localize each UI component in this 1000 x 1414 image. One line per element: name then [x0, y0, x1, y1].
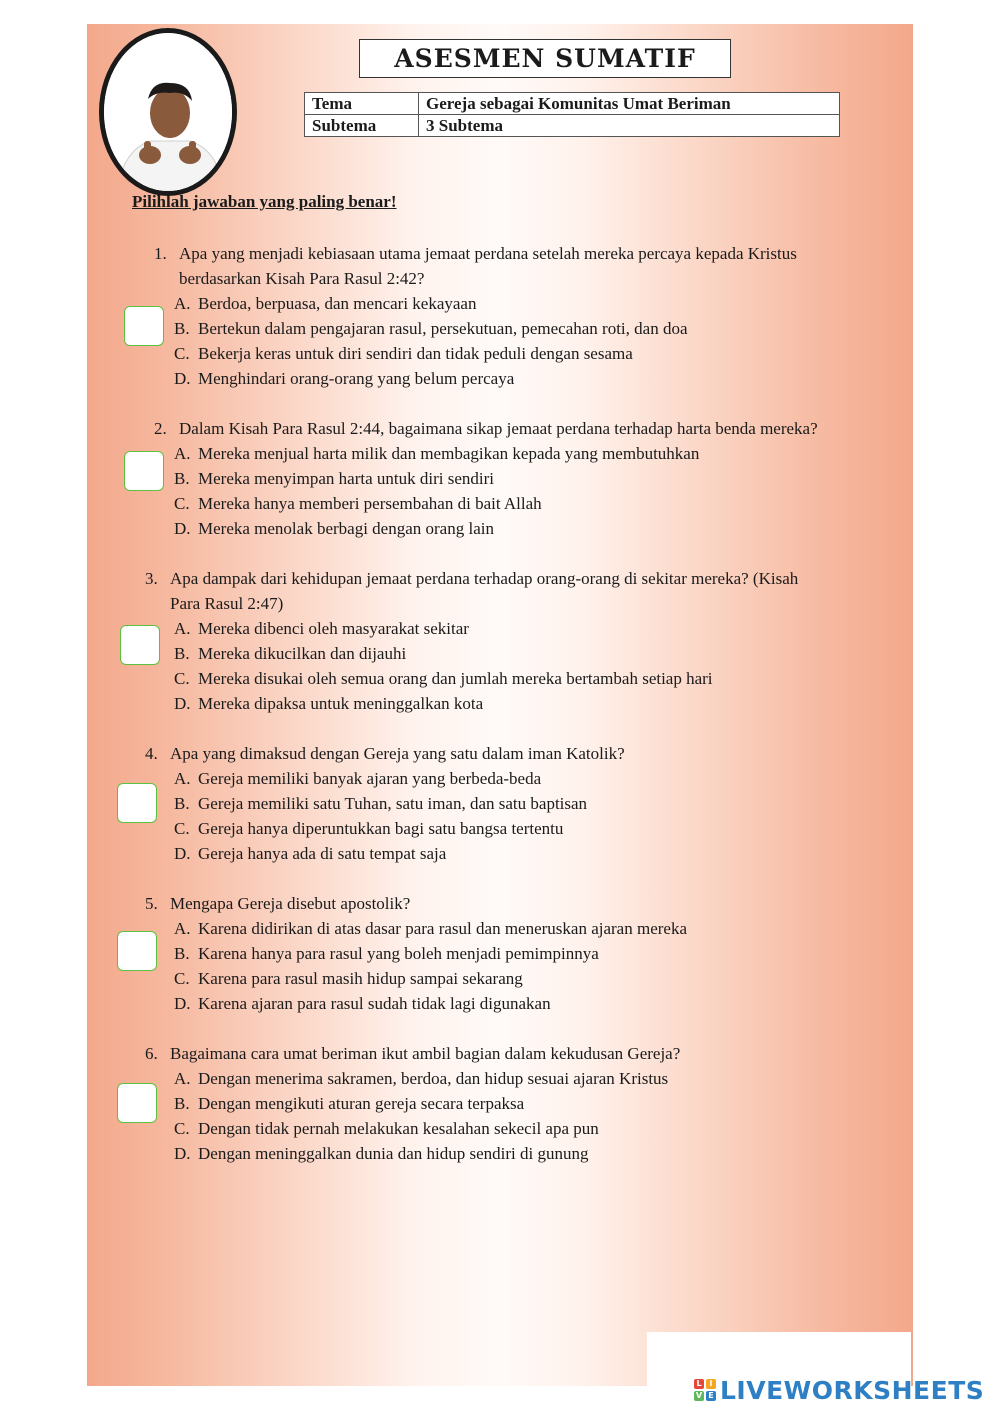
logo-letter: V: [695, 1391, 703, 1400]
option-letter: A.: [174, 619, 191, 638]
person-illustration: [104, 33, 232, 191]
question-stem: [145, 566, 798, 616]
option-b: [174, 791, 587, 816]
question-text-line: Dalam Kisah Para Rasul 2:44, bagaimana sikap jemaat perdana terhadap harta benda mereka?: [179, 419, 818, 438]
option-letter: D.: [174, 844, 191, 863]
question-text-line: Apa dampak dari kehidupan jemaat perdana terhadap orang-orang di sekitar mereka? (Kisah: [170, 569, 799, 588]
option-b: [174, 466, 494, 491]
option-text: Bekerja keras untuk diri sendiri dan tidak peduli dengan sesama: [198, 344, 633, 363]
option-text: Gereja hanya diperuntukkan bagi satu bangsa tertentu: [198, 819, 564, 838]
question-number: 1.: [154, 244, 167, 263]
option-c: [174, 341, 633, 366]
question-number: 4.: [145, 744, 158, 763]
option-a: [174, 441, 699, 466]
question-text-line: Mengapa Gereja disebut apostolik?: [170, 894, 411, 913]
option-a: [174, 1066, 668, 1091]
option-letter: C.: [174, 494, 190, 513]
option-a: [174, 616, 469, 641]
option-letter: B.: [174, 944, 190, 963]
question-number: 6.: [145, 1044, 158, 1063]
option-text: Dengan meninggalkan dunia dan hidup sendiri di gunung: [198, 1144, 589, 1163]
theme-label: Tema: [305, 93, 419, 115]
option-d: [174, 841, 446, 866]
question-stem: [154, 241, 797, 291]
option-text: Gereja memiliki satu Tuhan, satu iman, dan satu baptisan: [198, 794, 588, 813]
question-stem: [145, 891, 410, 916]
option-text: Mereka dikucilkan dan dijauhi: [198, 644, 407, 663]
option-c: [174, 491, 542, 516]
question-number: 5.: [145, 894, 158, 913]
option-c: [174, 666, 713, 691]
option-c: [174, 966, 523, 991]
subtheme-value: 3 Subtema: [419, 115, 840, 137]
option-letter: C.: [174, 819, 190, 838]
option-text: Mereka disukai oleh semua orang dan jumlah mereka bertambah setiap hari: [198, 669, 713, 688]
question-stem: [145, 1041, 680, 1066]
option-text: Bertekun dalam pengajaran rasul, persekutuan, pemecahan roti, dan doa: [198, 319, 688, 338]
option-text: Mereka dibenci oleh masyarakat sekitar: [198, 619, 469, 638]
option-letter: C.: [174, 1119, 190, 1138]
option-d: [174, 516, 494, 541]
logo-letter: L: [694, 1379, 704, 1389]
option-letter: D.: [174, 994, 191, 1013]
question-stem: [154, 416, 818, 441]
option-text: Dengan mengikuti aturan gereja secara terpaksa: [198, 1094, 525, 1113]
answer-input-6[interactable]: [117, 1083, 157, 1123]
option-text: Karena para rasul masih hidup sampai sekarang: [198, 969, 523, 988]
option-letter: A.: [174, 294, 191, 313]
option-letter: A.: [174, 444, 191, 463]
option-text: Karena ajaran para rasul sudah tidak lagi digunakan: [198, 994, 551, 1013]
option-letter: B.: [174, 1094, 190, 1113]
option-letter: D.: [174, 1144, 191, 1163]
question-text-line: Apa yang menjadi kebiasaan utama jemaat perdana setelah mereka percaya kepada Kristus: [179, 244, 797, 263]
answer-input-4[interactable]: [117, 783, 157, 823]
option-b: [174, 1091, 524, 1116]
option-letter: C.: [174, 669, 190, 688]
teacher-photo: [99, 28, 237, 196]
answer-input-1[interactable]: [124, 306, 164, 346]
question-number: 3.: [145, 569, 158, 588]
option-text: Mereka menyimpan harta untuk diri sendiri: [198, 469, 494, 488]
subtheme-row: [305, 115, 840, 137]
logo-grid-icon: [694, 1379, 716, 1401]
answer-input-3[interactable]: [120, 625, 160, 665]
option-text: Karena hanya para rasul yang boleh menjadi pemimpinnya: [198, 944, 599, 963]
option-text: Dengan tidak pernah melakukan kesalahan sekecil apa pun: [198, 1119, 599, 1138]
option-text: Menghindari orang-orang yang belum percaya: [198, 369, 515, 388]
logo-text: LIVEWORKSHEETS: [720, 1375, 985, 1405]
logo-letter: I: [706, 1379, 716, 1389]
option-b: [174, 941, 599, 966]
option-letter: B.: [174, 319, 190, 338]
option-letter: D.: [174, 519, 191, 538]
question-text-line: Apa yang dimaksud dengan Gereja yang satu dalam iman Katolik?: [170, 744, 625, 763]
option-text: Mereka dipaksa untuk meninggalkan kota: [198, 694, 484, 713]
option-a: [174, 916, 687, 941]
option-a: [174, 291, 476, 316]
option-text: Gereja memiliki banyak ajaran yang berbeda-beda: [198, 769, 542, 788]
question-stem: [145, 741, 625, 766]
answer-input-5[interactable]: [117, 931, 157, 971]
question-text-line: Para Rasul 2:47): [170, 594, 284, 613]
option-letter: A.: [174, 919, 191, 938]
option-d: [174, 366, 514, 391]
option-c: [174, 1116, 599, 1141]
option-letter: B.: [174, 469, 190, 488]
option-letter: A.: [174, 769, 191, 788]
option-b: [174, 641, 406, 666]
option-letter: D.: [174, 694, 191, 713]
option-b: [174, 316, 688, 341]
instruction: [132, 192, 397, 212]
instruction-exclamation: !: [390, 192, 397, 211]
question-text-line: Bagaimana cara umat beriman ikut ambil bagian dalam kekudusan Gereja?: [170, 1044, 681, 1063]
option-d: [174, 1141, 588, 1166]
theme-row: [305, 93, 840, 115]
option-d: [174, 691, 483, 716]
question-text-line: berdasarkan Kisah Para Rasul 2:42?: [179, 269, 425, 288]
option-text: Karena didirikan di atas dasar para rasul dan meneruskan ajaran mereka: [198, 919, 687, 938]
subtheme-label: Subtema: [305, 115, 419, 137]
option-letter: B.: [174, 794, 190, 813]
option-letter: C.: [174, 344, 190, 363]
answer-input-2[interactable]: [124, 451, 164, 491]
option-letter: C.: [174, 969, 190, 988]
theme-value: Gereja sebagai Komunitas Umat Beriman: [419, 93, 840, 115]
logo-letter: E: [706, 1391, 716, 1401]
option-letter: A.: [174, 1069, 191, 1088]
assessment-title: ASESMEN SUMATIF: [359, 39, 731, 78]
option-text: Dengan menerima sakramen, berdoa, dan hidup sesuai ajaran Kristus: [198, 1069, 669, 1088]
option-c: [174, 816, 563, 841]
option-text: Mereka hanya memberi persembahan di bait Allah: [198, 494, 542, 513]
option-text: Mereka menjual harta milik dan membagikan kepada yang membutuhkan: [198, 444, 700, 463]
option-a: [174, 766, 541, 791]
option-d: [174, 991, 551, 1016]
question-number: 2.: [154, 419, 167, 438]
option-letter: D.: [174, 369, 191, 388]
option-text: Gereja hanya ada di satu tempat saja: [198, 844, 447, 863]
option-letter: B.: [174, 644, 190, 663]
option-text: Mereka menolak berbagi dengan orang lain: [198, 519, 494, 538]
option-text: Berdoa, berpuasa, dan mencari kekayaan: [198, 294, 477, 313]
instruction-text: Pilihlah jawaban yang paling benar: [132, 192, 391, 211]
liveworksheets-logo[interactable]: [694, 1373, 984, 1407]
theme-table: [304, 92, 840, 137]
